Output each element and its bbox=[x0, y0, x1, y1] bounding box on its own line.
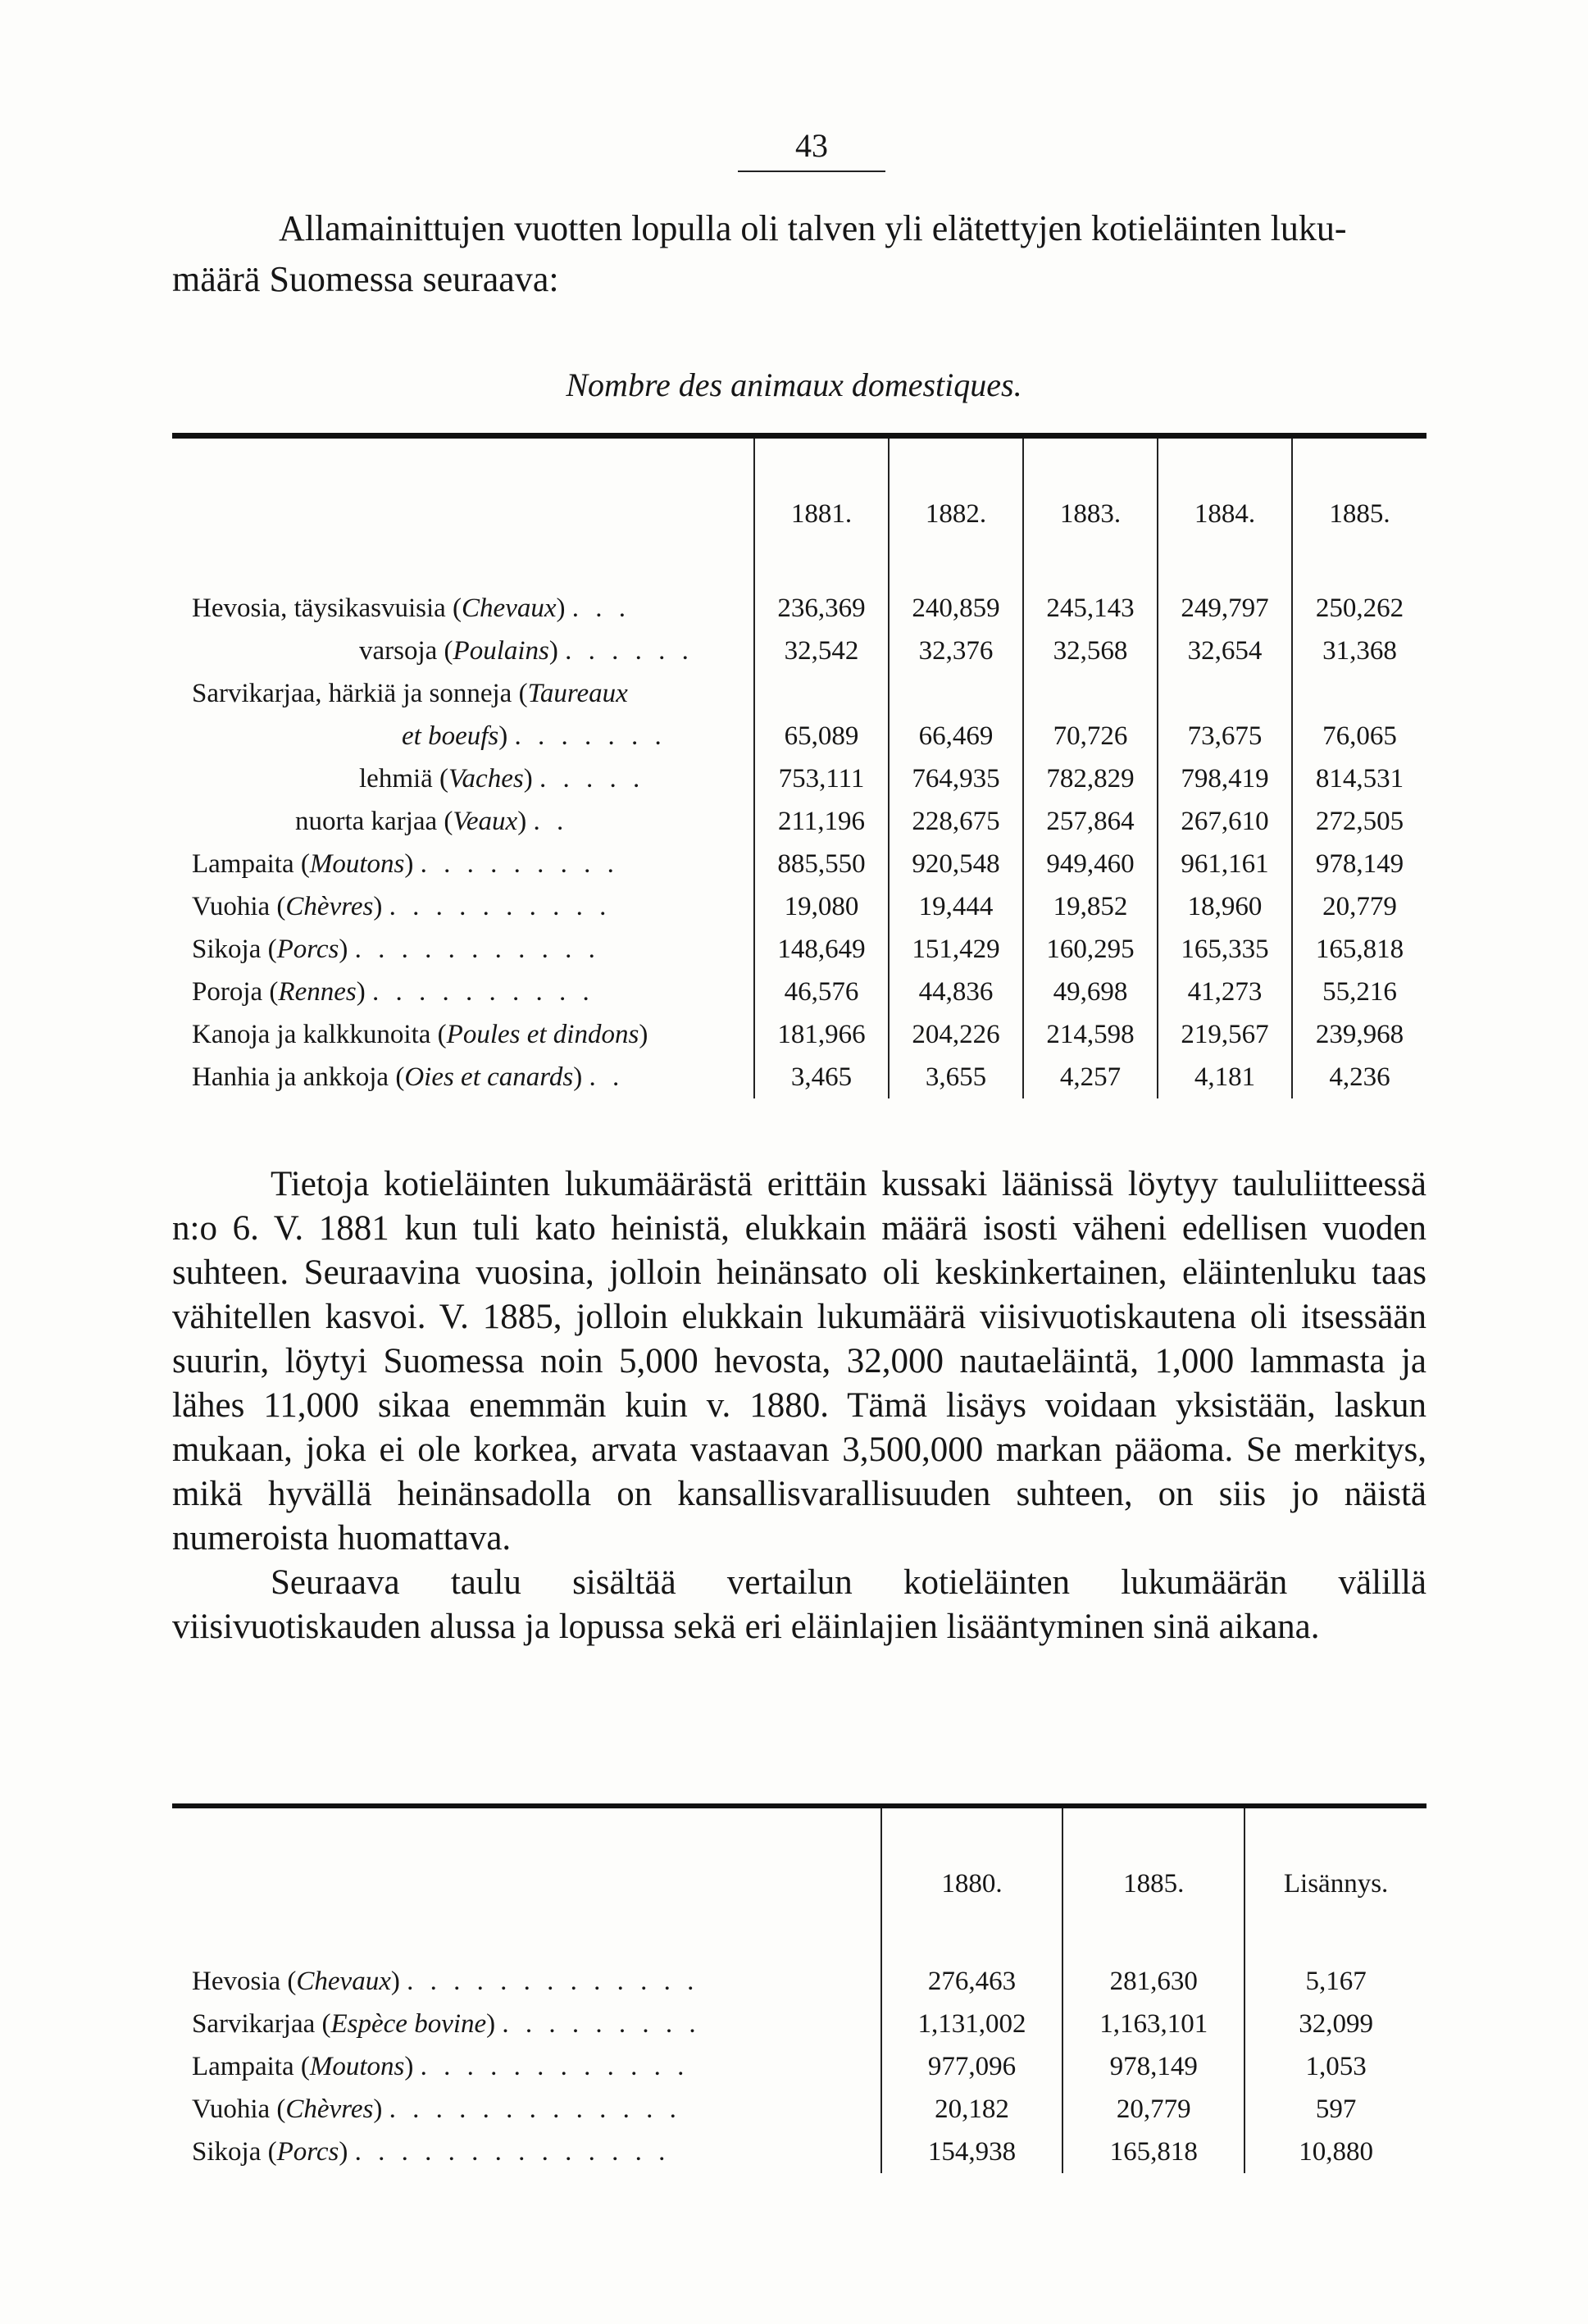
leader-dots: . . . . . . . . . . . . . bbox=[389, 2094, 681, 2124]
value-cell bbox=[889, 672, 1023, 715]
value-cell: 32,568 bbox=[1023, 630, 1158, 672]
value-cell: 281,630 bbox=[1062, 1960, 1244, 2003]
row-label bbox=[172, 672, 754, 715]
row-label-text: varsoja (Poulains) bbox=[359, 635, 558, 666]
value-cell: 219,567 bbox=[1158, 1013, 1292, 1056]
value-cell bbox=[1292, 672, 1426, 715]
row-label-text: Hevosia, täysikasvuisia (Chevaux) bbox=[192, 593, 566, 623]
value-cell: 181,966 bbox=[754, 1013, 889, 1056]
value-cell: 46,576 bbox=[754, 971, 889, 1013]
value-cell: 978,149 bbox=[1292, 843, 1426, 885]
value-cell: 211,196 bbox=[754, 800, 889, 843]
row-label bbox=[172, 630, 754, 672]
row-label bbox=[172, 800, 754, 843]
table-row bbox=[172, 587, 1426, 630]
value-cell: 55,216 bbox=[1292, 971, 1426, 1013]
value-cell: 782,829 bbox=[1023, 757, 1158, 800]
leader-dots: . . . . . . . . . . . bbox=[354, 934, 600, 964]
leader-dots: . . . . . bbox=[539, 763, 645, 794]
value-cell: 20,779 bbox=[1062, 2088, 1244, 2131]
table-row bbox=[172, 630, 1426, 672]
header-row bbox=[172, 1806, 1426, 1917]
value-cell: 165,335 bbox=[1158, 928, 1292, 971]
row-label-text: Lampaita (Moutons) bbox=[192, 2051, 414, 2081]
value-cell: 66,469 bbox=[889, 715, 1023, 757]
row-label bbox=[172, 2088, 881, 2131]
year-header: 1884. bbox=[1158, 436, 1292, 553]
page-number: 43 bbox=[738, 121, 885, 172]
row-label bbox=[172, 2003, 881, 2045]
table-row bbox=[172, 2131, 1426, 2173]
row-label bbox=[172, 587, 754, 630]
value-cell: 18,960 bbox=[1158, 885, 1292, 928]
intro-line-2: määrä Suomessa seuraava: bbox=[172, 259, 559, 299]
livestock-table-1881-1885 bbox=[172, 433, 1426, 1098]
year-header: 1885. bbox=[1292, 436, 1426, 553]
value-cell: 764,935 bbox=[889, 757, 1023, 800]
value-cell: 4,181 bbox=[1158, 1056, 1292, 1098]
value-cell: 214,598 bbox=[1023, 1013, 1158, 1056]
row-label bbox=[172, 928, 754, 971]
value-cell: 160,295 bbox=[1023, 928, 1158, 971]
value-cell: 4,257 bbox=[1023, 1056, 1158, 1098]
table-row bbox=[172, 971, 1426, 1013]
table-subtitle: Nombre des animaux domestiques. bbox=[566, 366, 1022, 403]
table-row bbox=[172, 757, 1426, 800]
value-cell: 165,818 bbox=[1292, 928, 1426, 971]
value-cell: 257,864 bbox=[1023, 800, 1158, 843]
value-cell: 32,099 bbox=[1244, 2003, 1426, 2045]
value-cell: 798,419 bbox=[1158, 757, 1292, 800]
year-header: 1880. bbox=[881, 1806, 1063, 1917]
row-label-text: et boeufs) bbox=[402, 721, 508, 751]
value-cell: 5,167 bbox=[1244, 1960, 1426, 2003]
leader-dots: . . . . . . bbox=[565, 635, 694, 666]
table-row bbox=[172, 800, 1426, 843]
value-cell: 76,065 bbox=[1292, 715, 1426, 757]
value-cell: 70,726 bbox=[1023, 715, 1158, 757]
value-cell: 250,262 bbox=[1292, 587, 1426, 630]
table-row bbox=[172, 1960, 1426, 2003]
value-cell: 10,880 bbox=[1244, 2131, 1426, 2173]
value-cell: 753,111 bbox=[754, 757, 889, 800]
value-cell: 165,818 bbox=[1062, 2131, 1244, 2173]
row-label-text: Vuohia (Chèvres) bbox=[192, 2094, 383, 2124]
row-label-text: Lampaita (Moutons) bbox=[192, 848, 414, 879]
value-cell: 20,779 bbox=[1292, 885, 1426, 928]
leader-dots: . . . . . . . . . . . . bbox=[420, 2051, 689, 2081]
row-label bbox=[172, 885, 754, 928]
table-row bbox=[172, 843, 1426, 885]
value-cell: 920,548 bbox=[889, 843, 1023, 885]
value-cell: 978,149 bbox=[1062, 2045, 1244, 2088]
leader-dots: . . . . . . . . . . bbox=[389, 891, 612, 921]
year-header: 1881. bbox=[754, 436, 889, 553]
row-label bbox=[172, 757, 754, 800]
table-row bbox=[172, 1013, 1426, 1056]
paragraph-2: Seuraava taulu sisältää vertailun kotieläinten lukumäärän välillä viisivuotiskauden alussa ja lopussa sekä eri eläinlajien lisääntyminen sinä aikana. bbox=[172, 1563, 1426, 1646]
leader-dots: . . . . . . . . . . . . . bbox=[407, 1966, 699, 1996]
year-header: 1885. bbox=[1062, 1806, 1244, 1917]
row-label-text: nuorta karjaa (Veaux) bbox=[295, 806, 527, 836]
value-cell: 65,089 bbox=[754, 715, 889, 757]
leader-dots: . . . . . . . bbox=[514, 721, 667, 751]
value-cell: 31,368 bbox=[1292, 630, 1426, 672]
row-label bbox=[172, 971, 754, 1013]
value-cell bbox=[1158, 672, 1292, 715]
table-row bbox=[172, 672, 1426, 715]
table-row bbox=[172, 2088, 1426, 2131]
row-label bbox=[172, 1960, 881, 2003]
value-cell: 245,143 bbox=[1023, 587, 1158, 630]
value-cell: 272,505 bbox=[1292, 800, 1426, 843]
value-cell: 1,131,002 bbox=[881, 2003, 1063, 2045]
value-cell: 73,675 bbox=[1158, 715, 1292, 757]
leader-dots: . . . . . . . . . bbox=[502, 2008, 701, 2039]
header-label-cell bbox=[172, 436, 754, 553]
row-label-text: Sarvikarjaa, härkiä ja sonneja (Taureaux bbox=[192, 678, 628, 708]
row-label-text: Sarvikarjaa (Espèce bovine) bbox=[192, 2008, 496, 2039]
table-row bbox=[172, 2045, 1426, 2088]
value-cell: 267,610 bbox=[1158, 800, 1292, 843]
value-cell: 19,852 bbox=[1023, 885, 1158, 928]
livestock-comparison-table bbox=[172, 1803, 1426, 2173]
leader-dots: . . bbox=[533, 806, 569, 836]
row-label-text: Sikoja (Porcs) bbox=[192, 934, 348, 964]
year-header: 1882. bbox=[889, 436, 1023, 553]
value-cell: 597 bbox=[1244, 2088, 1426, 2131]
body-text bbox=[172, 1162, 1426, 1649]
table-row bbox=[172, 885, 1426, 928]
value-cell bbox=[754, 672, 889, 715]
header-row bbox=[172, 436, 1426, 553]
intro-line-1: Allamainittujen vuotten lopulla oli talven yli elätettyjen kotieläinten luku- bbox=[279, 208, 1347, 248]
value-cell: 249,797 bbox=[1158, 587, 1292, 630]
value-cell: 977,096 bbox=[881, 2045, 1063, 2088]
value-cell: 19,444 bbox=[889, 885, 1023, 928]
row-label bbox=[172, 1056, 754, 1098]
year-header: 1883. bbox=[1023, 436, 1158, 553]
row-label-text: Poroja (Rennes) bbox=[192, 976, 366, 1007]
row-label-text: Kanoja ja kalkkunoita (Poules et dindons) bbox=[192, 1019, 648, 1049]
leader-dots: . . bbox=[589, 1062, 625, 1092]
table-row bbox=[172, 715, 1426, 757]
value-cell: 276,463 bbox=[881, 1960, 1063, 2003]
header-label-cell bbox=[172, 1806, 881, 1917]
row-label bbox=[172, 2131, 881, 2173]
value-cell: 204,226 bbox=[889, 1013, 1023, 1056]
value-cell: 32,654 bbox=[1158, 630, 1292, 672]
intro-text bbox=[172, 203, 1426, 305]
value-cell: 236,369 bbox=[754, 587, 889, 630]
row-label-text: Sikoja (Porcs) bbox=[192, 2136, 348, 2167]
increase-header: Lisännys. bbox=[1244, 1806, 1426, 1917]
value-cell: 1,053 bbox=[1244, 2045, 1426, 2088]
row-label-text: Hevosia (Chevaux) bbox=[192, 1966, 400, 1996]
row-label-text: Hanhia ja ankkoja (Oies et canards) bbox=[192, 1062, 583, 1092]
row-label-text: Vuohia (Chèvres) bbox=[192, 891, 383, 921]
value-cell: 32,376 bbox=[889, 630, 1023, 672]
value-cell: 3,655 bbox=[889, 1056, 1023, 1098]
value-cell: 44,836 bbox=[889, 971, 1023, 1013]
value-cell: 1,163,101 bbox=[1062, 2003, 1244, 2045]
leader-dots: . . . . . . . . . bbox=[420, 848, 619, 879]
value-cell: 240,859 bbox=[889, 587, 1023, 630]
row-label bbox=[172, 1013, 754, 1056]
row-label bbox=[172, 715, 754, 757]
value-cell: 148,649 bbox=[754, 928, 889, 971]
leader-dots: . . . bbox=[571, 593, 630, 623]
value-cell: 41,273 bbox=[1158, 971, 1292, 1013]
value-cell: 154,938 bbox=[881, 2131, 1063, 2173]
value-cell: 239,968 bbox=[1292, 1013, 1426, 1056]
row-label bbox=[172, 2045, 881, 2088]
row-label-text: lehmiä (Vaches) bbox=[359, 763, 533, 794]
value-cell: 3,465 bbox=[754, 1056, 889, 1098]
value-cell: 49,698 bbox=[1023, 971, 1158, 1013]
table-row bbox=[172, 1056, 1426, 1098]
leader-dots: . . . . . . . . . . bbox=[371, 976, 594, 1007]
paragraph-1: Tietoja kotieläinten lukumäärästä erittäin kussaki läänissä löytyy taululiitteessä n:o 6. V. 1881 kun tuli kato heinistä, elukkain määrä isosti väheni edellisen vuoden suhteen. Seuraavina vuosina, jolloin heinänsato oli keskinkertainen, eläintenluku taas vähitellen kasvoi. V. 1885, jolloin elukkain lukumäärä viisivuotiskautena oli itsessään suurin, löytyi Suomessa noin 5,000 hevosta, 32,000 nautaeläintä, 1,000 lammasta ja lähes 11,000 sikaa enemmän kuin v. 1880. Tämä lisäys voidaan yksistään, laskun mukaan, joka ei ole korkea, arvata vastaavan 3,500,000 markan pääoma. Se merkitys, mikä hyvällä heinänsadolla on kansallisvarallisuuden suhteen, on siis jo näistä numeroista huomattava. bbox=[172, 1165, 1426, 1558]
value-cell: 228,675 bbox=[889, 800, 1023, 843]
value-cell: 814,531 bbox=[1292, 757, 1426, 800]
row-label bbox=[172, 843, 754, 885]
value-cell: 885,550 bbox=[754, 843, 889, 885]
table-row bbox=[172, 928, 1426, 971]
leader-dots: . . . . . . . . . . . . . . bbox=[354, 2136, 671, 2167]
value-cell: 19,080 bbox=[754, 885, 889, 928]
value-cell: 961,161 bbox=[1158, 843, 1292, 885]
table-row bbox=[172, 2003, 1426, 2045]
value-cell: 4,236 bbox=[1292, 1056, 1426, 1098]
value-cell: 32,542 bbox=[754, 630, 889, 672]
value-cell: 151,429 bbox=[889, 928, 1023, 971]
value-cell: 20,182 bbox=[881, 2088, 1063, 2131]
value-cell bbox=[1023, 672, 1158, 715]
value-cell: 949,460 bbox=[1023, 843, 1158, 885]
